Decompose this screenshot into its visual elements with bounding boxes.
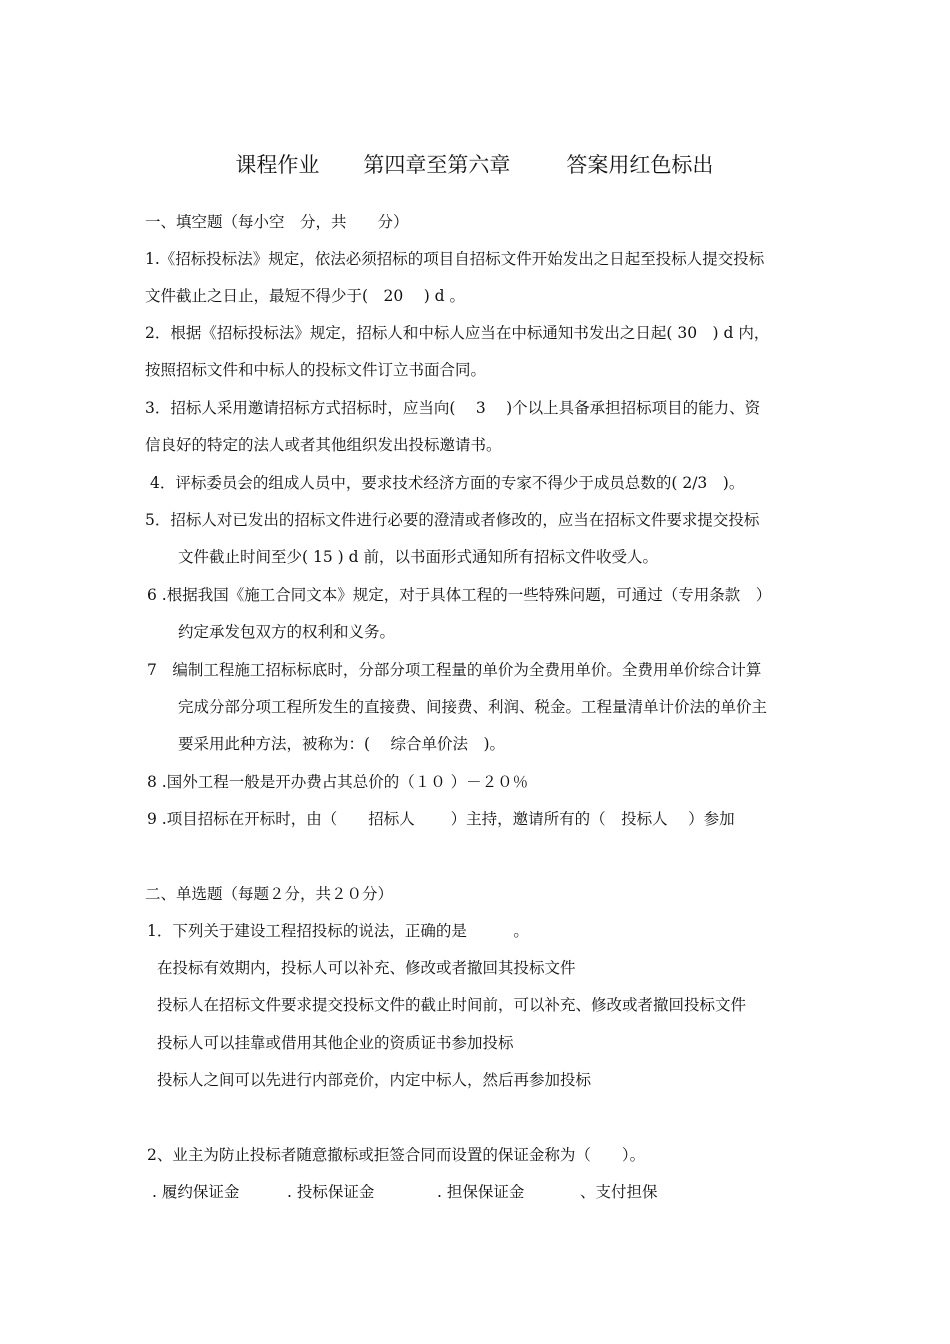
q7-line-3: 要采用此种方法，被称为：( 综合单价法 )。 [178,735,506,753]
q9-line-1: 9 .项目招标在开标时，由（ 招标人 ）主持，邀请所有的（ 投标人 ）参加 [147,810,735,828]
q5-line-1: 5．招标人对已发出的招标文件进行必要的澄清或者修改的，应当在招标文件要求提交投标 [145,511,760,529]
q7-line-1: 7 编制工程施工招标标底时，分部分项工程量的单价为全费用单价。全费用单价综合计算 [147,661,762,679]
mc2-option-b: . 投标保证金 [287,1183,375,1201]
q4-line-1: 4．评标委员会的组成人员中，要求技术经济方面的专家不得少于成员总数的( 2/3 )。 [150,474,745,492]
mc1-option-c: 投标人可以挂靠或借用其他企业的资质证书参加投标 [157,1034,514,1052]
title-course: 课程作业 [235,153,320,177]
title-chapters: 第四章至第六章 [363,153,511,177]
q5-line-2: 文件截止时间至少( 15 ) d 前，以书面形式通知所有招标文件收受人。 [178,548,658,566]
title-note: 答案用红色标出 [566,153,714,177]
q6-line-2: 约定承发包双方的权利和义务。 [178,623,396,641]
q6-line-1: 6 .根据我国《施工合同文本》规定，对于具体工程的一些特殊问题，可通过（专用条款 ） [147,586,772,604]
mc2-option-a: . 履约保证金 [152,1183,240,1201]
q2-line-1: 2．根据《招标投标法》规定，招标人和中标人应当在中标通知书发出之日起( 30 ) d 内， [145,324,770,342]
q1-line-2: 文件截止之日止，最短不得少于( 20 ) d 。 [145,287,466,305]
q8-line-1: 8 .国外工程一般是开办费占其总价的（１０ ）－２０％ [147,773,529,791]
mc2-stem: 2、业主为防止投标者随意撤标或拒签合同而设置的保证金称为（ ）。 [147,1146,646,1164]
page-title [222,123,713,179]
mc2-option-d: 、支付担保 [580,1183,658,1201]
mc2-option-c: . 担保保证金 [437,1183,525,1201]
section2-heading: 二、单选题（每题２分，共２０分） [145,885,394,903]
q7-line-2: 完成分部分项工程所发生的直接费、间接费、利润、税金。工程量清单计价法的单价主 [178,698,768,716]
mc1-option-d: 投标人之间可以先进行内部竞价，内定中标人，然后再参加投标 [157,1071,592,1089]
mc1-stem: 1．下列关于建设工程招投标的说法，正确的是 。 [147,922,529,940]
q2-line-2: 按照招标文件和中标人的投标文件订立书面合同。 [145,361,487,379]
q1-line-1: 1.《招标投标法》规定，依法必须招标的项目自招标文件开始发出之日起至投标人提交投标 [145,250,765,268]
mc1-option-b: 投标人在招标文件要求提交投标文件的截止时间前，可以补充、修改或者撤回投标文件 [157,996,747,1014]
q3-line-2: 信良好的特定的法人或者其他组织发出投标邀请书。 [145,436,502,454]
mc1-option-a: 在投标有效期内，投标人可以补充、修改或者撤回其投标文件 [157,959,576,977]
section1-heading: 一、填空题（每小空 分，共 分） [145,213,409,231]
q3-line-1: 3．招标人采用邀请招标方式招标时，应当向( 3 )个以上具备承担招标项目的能力、资 [145,399,761,417]
